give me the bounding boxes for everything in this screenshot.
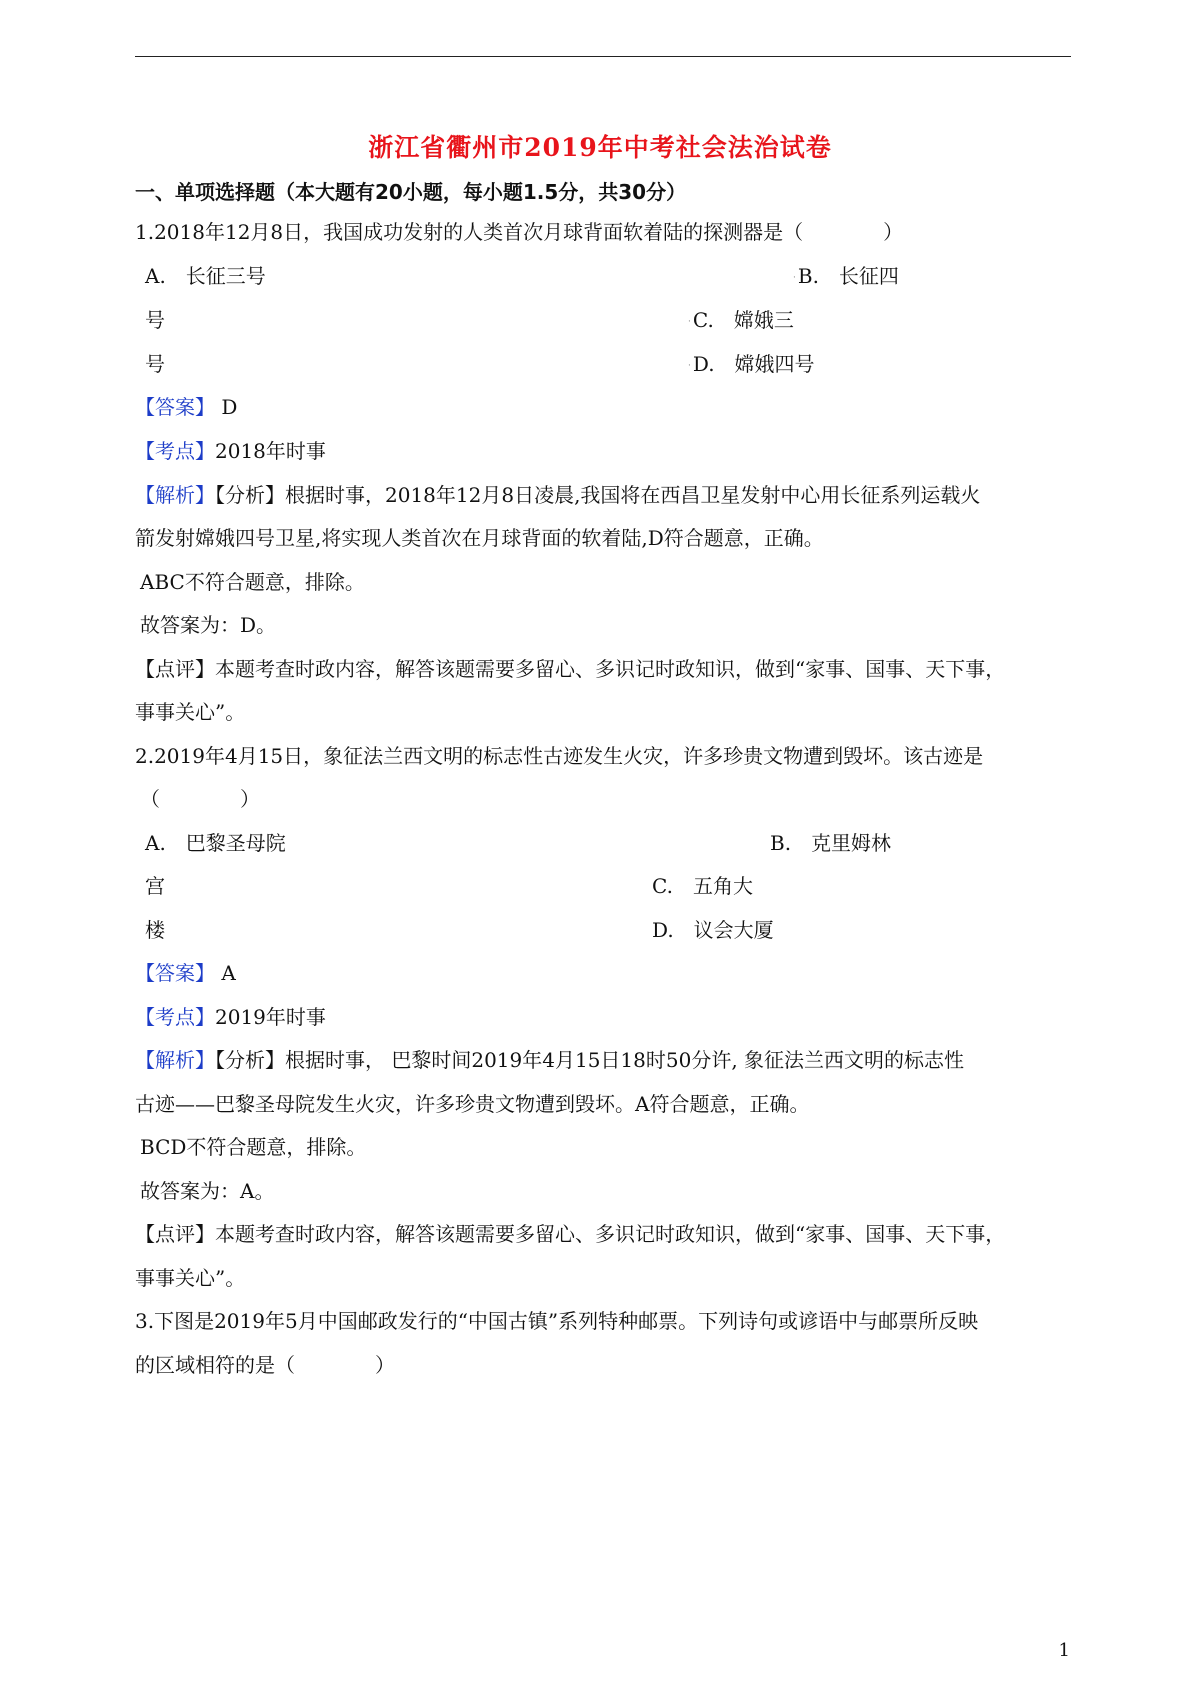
q2-analysis-line-1 — [135, 1046, 964, 1074]
comment-label: 【点评】 — [135, 1222, 215, 1246]
q3-stem-line-2: 的区域相符的是（ ） — [135, 1353, 395, 1377]
q2-comment-line-1 — [135, 1220, 1005, 1248]
bullet-dot-icon: · — [688, 360, 691, 371]
bullet-dot-icon: · — [688, 316, 691, 327]
q2-stem-line-1: 2.2019年4月15日，象征法兰西文明的标志性古迹发生火灾，许多珍贵文物遭到毁坏。该古迹是 — [135, 744, 984, 768]
topic-label: 【考点】 — [135, 439, 215, 463]
q1-stem: 1.2018年12月8日，我国成功发射的人类首次月球背面软着陆的探测器是（ ） — [135, 220, 904, 244]
q2-option-d: D. 议会大厦 — [652, 918, 774, 942]
q2-option-c: C. 五角大 — [652, 874, 753, 898]
q2-stem-line-2: （ ） — [140, 787, 260, 811]
q2-topic — [135, 1003, 326, 1031]
q1-option-b-text: B. 长征四 — [797, 264, 899, 288]
q2-option-b-continuation: 宫 — [145, 874, 165, 898]
q1-analysis-text-1: 根据时事，2018年12月8日凌晨,我国将在西昌卫星发射中心用长征系列运载火 — [285, 483, 981, 507]
q1-topic-value: 2018年时事 — [215, 439, 326, 463]
q1-comment-text-1: 本题考查时政内容，解答该题需要多留心、多识记时政知识，做到“家事、国事、天下事， — [215, 657, 1006, 681]
q2-analysis-line-4: 故答案为：A。 — [140, 1179, 275, 1203]
q1-option-d-text: D. 嫦娥四号 — [692, 352, 815, 376]
analysis-label: 【解析】 — [135, 1048, 215, 1072]
q1-answer-value: D — [215, 395, 238, 419]
analysis-sub-label: 【分析】 — [215, 483, 285, 507]
q2-option-c-continuation: 楼 — [145, 918, 165, 942]
q1-analysis-line-1 — [135, 481, 980, 509]
answer-label: 【答案】 — [135, 395, 215, 419]
q1-comment-line-2: 事事关心”。 — [135, 700, 246, 724]
q1-option-c — [688, 306, 794, 336]
q1-option-d — [688, 350, 815, 380]
section-heading: 一、单项选择题（本大题有20小题，每小题1.5分，共30分） — [135, 180, 687, 204]
topic-label: 【考点】 — [135, 1005, 215, 1029]
comment-label: 【点评】 — [135, 657, 215, 681]
q1-topic — [135, 437, 326, 465]
q1-analysis-line-4: 故答案为：D。 — [140, 613, 277, 637]
q1-option-c-text: C. 嫦娥三 — [692, 308, 794, 332]
q2-comment-line-2: 事事关心”。 — [135, 1266, 246, 1290]
q2-analysis-line-2: 古迹——巴黎圣母院发生火灾，许多珍贵文物遭到毁坏。A符合题意，正确。 — [135, 1092, 810, 1116]
q2-topic-value: 2019年时事 — [215, 1005, 326, 1029]
q1-answer — [135, 393, 237, 421]
q1-option-c-continuation: 号 — [145, 352, 165, 376]
q2-option-b: B. 克里姆林 — [770, 831, 892, 855]
q2-answer — [135, 959, 236, 987]
q1-analysis-line-2: 箭发射嫦娥四号卫星,将实现人类首次在月球背面的软着陆,D符合题意，正确。 — [135, 526, 824, 550]
analysis-label: 【解析】 — [135, 483, 215, 507]
q2-comment-text-1: 本题考查时政内容，解答该题需要多留心、多识记时政知识，做到“家事、国事、天下事， — [215, 1222, 1006, 1246]
answer-label: 【答案】 — [135, 961, 215, 985]
q3-stem-line-1: 3.下图是2019年5月中国邮政发行的“中国古镇”系列特种邮票。下列诗句或谚语中与邮票所反映 — [135, 1309, 979, 1333]
document-title: 浙江省衢州市2019年中考社会法治试卷 — [368, 133, 832, 162]
q2-option-a: A. 巴黎圣母院 — [145, 831, 286, 855]
q2-answer-value: A — [215, 961, 236, 985]
q1-option-a: A. 长征三号 — [145, 264, 266, 288]
q1-option-b — [793, 262, 899, 292]
q2-analysis-line-3: BCD不符合题意，排除。 — [140, 1135, 367, 1159]
q1-analysis-line-3: ABC不符合题意，排除。 — [140, 570, 365, 594]
analysis-sub-label: 【分析】 — [215, 1048, 285, 1072]
bullet-dot-icon: · — [793, 272, 796, 283]
header-rule — [135, 56, 1071, 57]
page-number: 1 — [1058, 1640, 1070, 1661]
q1-comment-line-1 — [135, 655, 1005, 683]
q1-option-b-continuation: 号 — [145, 308, 165, 332]
q2-analysis-text-1: 根据时事， 巴黎时间2019年4月15日18时50分许, 象征法兰西文明的标志性 — [285, 1048, 965, 1072]
